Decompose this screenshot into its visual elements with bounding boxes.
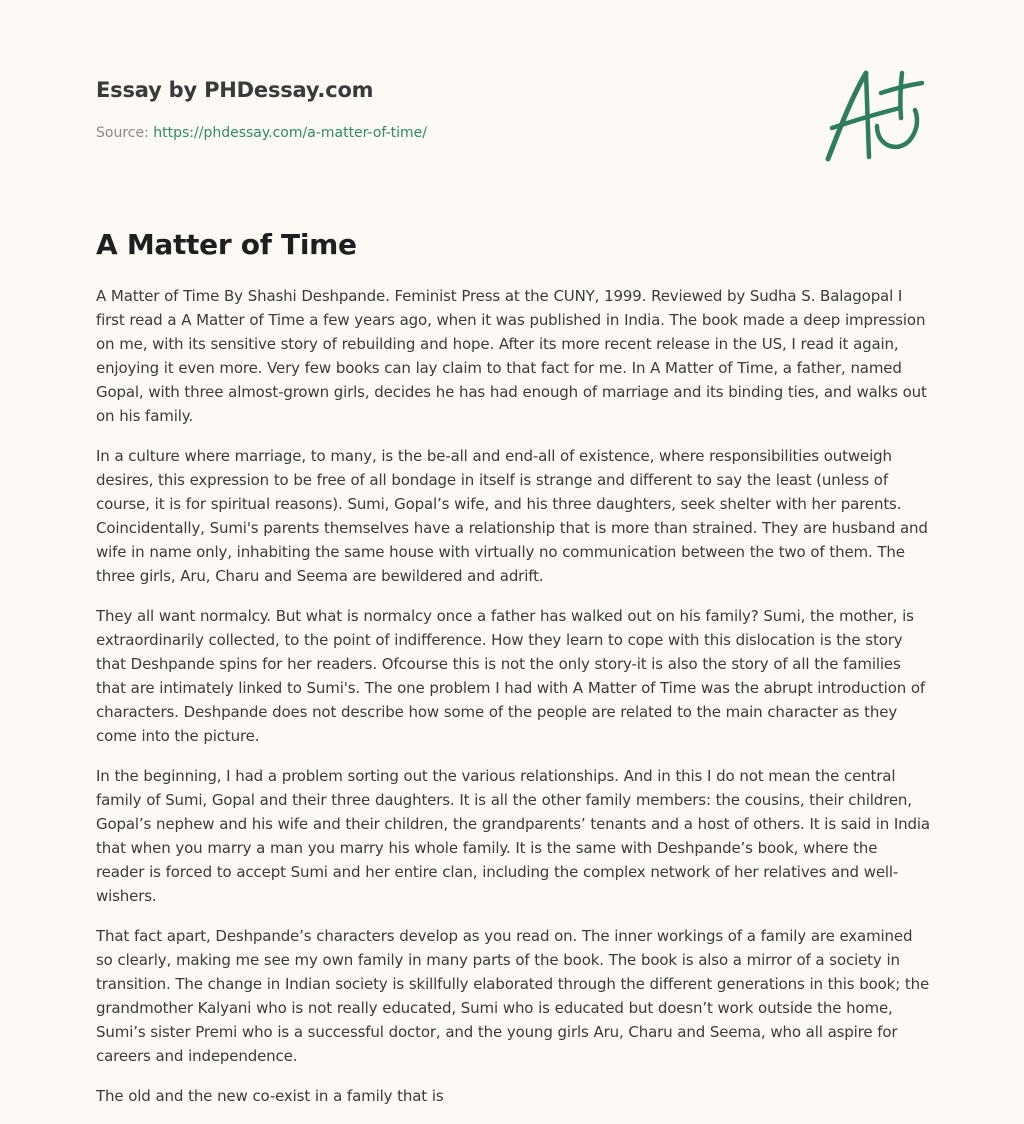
paragraph: In the beginning, I had a problem sorting out the various relationships. And in this I do not mean the central family of Sumi, Gopal and their three daughters. It is all the other family members: the cousins, their children, Gopal’s nephew and his wife and their children, the grandparents’ tenants and a host of others. It is said in India that when you marry a man you marry his whole family. It is the same with Deshpande’s book, where the reader is forced to accept Sumi and her entire clan, including the complex network of her relatives and well-wishers. xyxy=(96,767,930,905)
paragraph: In a culture where marriage, to many, is the be-all and end-all of existence, where responsibilities outweigh desires, this expression to be free of all bondage in itself is strange and different to say the least (unless of course, it is for spiritual reasons). Sumi, Gopal’s wife, and his three daughters, seek shelter with her parents. Coincidentally, Sumi's parents themselves have a relationship that is more than strained. They are husband and wife in name only, inhabiting the same house with virtually no communication between the two of them. The three girls, Aru, Charu and Seema are bewildered and adrift. xyxy=(96,447,928,585)
site-title: Essay by PHDessay.com xyxy=(96,78,374,102)
paragraph: That fact apart, Deshpande’s characters develop as you read on. The inner workings of a family are examined so clearly, making me see my own family in many parts of the book. The book is also a mirror of a society in transition. The change in Indian society is skillfully elaborated through the different generations in this book; the grandmother Kalyani who is not really educated, Sumi who is educated but doesn’t work outside the home, Sumi’s sister Premi who is a successful doctor, and the young girls Aru, Charu and Seema, who all aspire for careers and independence. xyxy=(96,927,930,1065)
article-body xyxy=(96,284,930,1124)
paragraph: The old and the new co-exist in a family that is xyxy=(96,1087,444,1105)
a-plus-logo-icon xyxy=(818,66,928,166)
paragraph: A Matter of Time By Shashi Deshpande. Feminist Press at the CUNY, 1999. Reviewed by Sudha S. Balagopal I first read a A Matter of Time a few years ago, when it was published in India. The book made a deep impression on me, with its sensitive story of rebuilding and hope. After its more recent release in the US, I read it again, enjoying it even more. Very few books can lay claim to that fact for me. In A Matter of Time, a father, named Gopal, with three almost-grown girls, decides he has had enough of marriage and its binding ties, and walks out on his family. xyxy=(96,287,927,425)
source-line xyxy=(96,124,796,142)
source-label: Source: xyxy=(96,125,149,141)
source-link[interactable]: https://phdessay.com/a-matter-of-time/ xyxy=(153,125,427,141)
page-header xyxy=(96,76,796,142)
article-title: A Matter of Time xyxy=(96,228,357,261)
paragraph: They all want normalcy. But what is normalcy once a father has walked out on his family? Sumi, the mother, is extraordinarily collected, to the point of indifference. How they learn to cope with this dislocation is the story that Deshpande spins for her readers. Ofcourse this is not the only story-it is also the story of all the families that are intimately linked to Sumi's. The one problem I had with A Matter of Time was the abrupt introduction of characters. Deshpande does not describe how some of the people are related to the main character as they come into the picture. xyxy=(96,607,926,745)
